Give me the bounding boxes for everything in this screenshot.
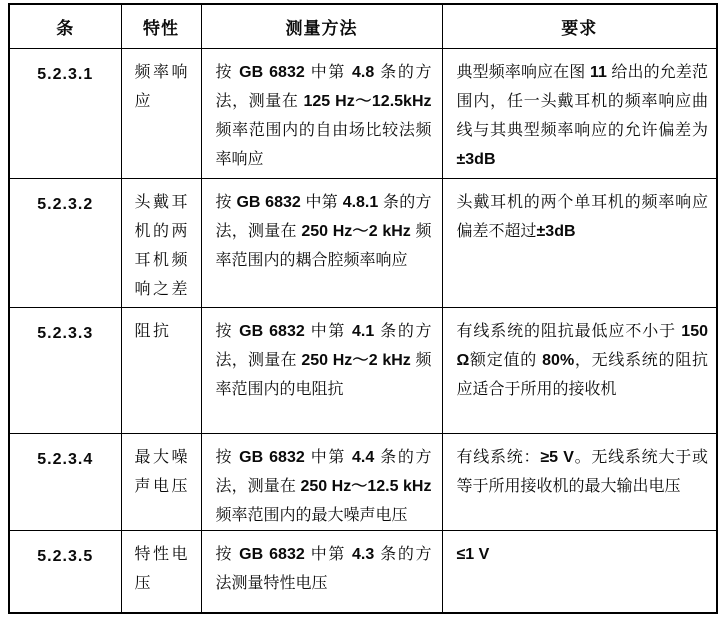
characteristic-cell: 阻抗 — [121, 307, 201, 433]
clause-cell: 5.2.3.1 — [9, 48, 121, 178]
clause-cell: 5.2.3.4 — [9, 433, 121, 530]
requirement-cell: 典型频率响应在图 11 给出的允差范围内，任一头戴耳机的频率响应曲线与其典型频率响应的允许偏差为±3dB — [442, 48, 717, 178]
table-row — [9, 433, 717, 530]
method-cell: 按 GB 6832 中第 4.8 条的方法，测量在 125 Hz～12.5kHz 频率范围内的自由场比较法频率响应 — [201, 48, 442, 178]
col-header-clause: 条 — [9, 4, 121, 48]
method-cell: 按 GB 6832 中第 4.4 条的方法，测量在 250 Hz～12.5 kHz 频率范围内的最大噪声电压 — [201, 433, 442, 530]
requirement-cell: 有线系统的阻抗最低应不小于 150 Ω额定值的 80%，无线系统的阻抗应适合于所用的接收机 — [442, 307, 717, 433]
col-header-requirement: 要求 — [442, 4, 717, 48]
col-header-method: 测量方法 — [201, 4, 442, 48]
clause-cell: 5.2.3.2 — [9, 178, 121, 307]
spec-table — [8, 3, 718, 614]
table-row — [9, 530, 717, 613]
characteristic-cell: 最大噪声电压 — [121, 433, 201, 530]
characteristic-cell: 频率响应 — [121, 48, 201, 178]
characteristic-cell: 头戴耳机的两耳机频响之差 — [121, 178, 201, 307]
characteristic-cell: 特性电压 — [121, 530, 201, 613]
header-row — [9, 4, 717, 48]
requirement-cell: ≤1 V — [442, 530, 717, 613]
clause-cell: 5.2.3.5 — [9, 530, 121, 613]
table-row — [9, 48, 717, 178]
clause-cell: 5.2.3.3 — [9, 307, 121, 433]
method-cell: 按 GB 6832 中第 4.8.1 条的方法，测量在 250 Hz～2 kHz 频率范围内的耦合腔频率响应 — [201, 178, 442, 307]
method-cell: 按 GB 6832 中第 4.3 条的方法测量特性电压 — [201, 530, 442, 613]
method-cell: 按 GB 6832 中第 4.1 条的方法，测量在 250 Hz～2 kHz 频率范围内的电阻抗 — [201, 307, 442, 433]
table-row — [9, 178, 717, 307]
table-row — [9, 307, 717, 433]
requirement-cell: 有线系统：≥5 V。无线系统大于或等于所用接收机的最大输出电压 — [442, 433, 717, 530]
requirement-cell: 头戴耳机的两个单耳机的频率响应偏差不超过±3dB — [442, 178, 717, 307]
col-header-characteristic: 特性 — [121, 4, 201, 48]
